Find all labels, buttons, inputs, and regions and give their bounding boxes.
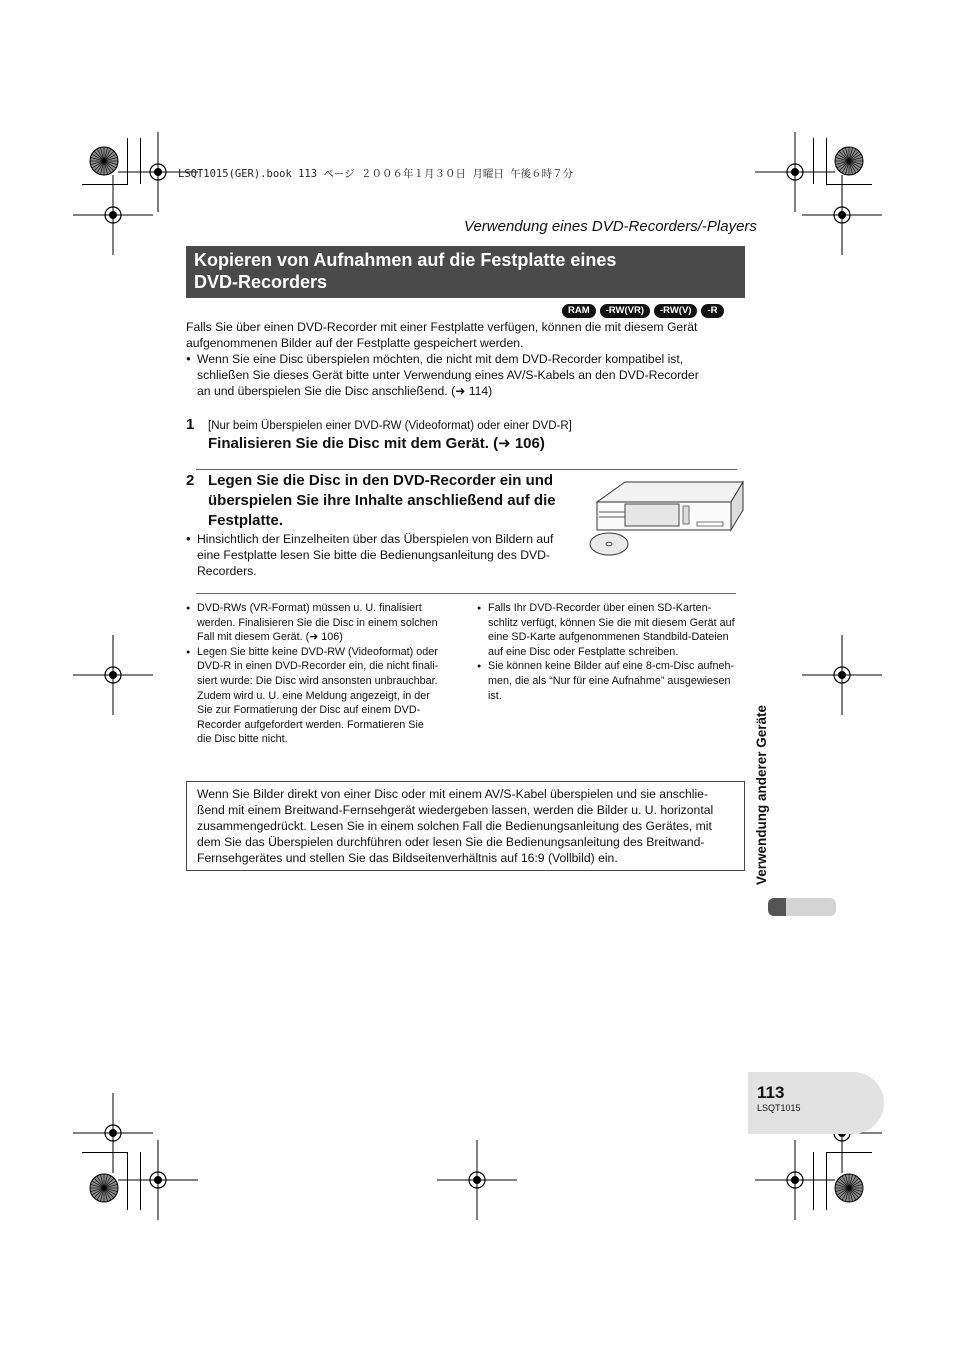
crop-line xyxy=(82,184,128,185)
registration-mark-icon xyxy=(802,635,882,715)
intro-line: Falls Sie über einen DVD-Recorder mit einer Festplatte verfügen, können die mit diesem Gerät xyxy=(186,320,698,334)
registration-mark-icon xyxy=(755,1140,835,1220)
step-1-heading: Finalisieren Sie die Disc mit dem Gerät. (➜ 106) xyxy=(208,435,545,452)
step-2-bullet xyxy=(186,531,597,579)
dvd-recorder-illustration xyxy=(585,476,747,560)
registration-mark-icon xyxy=(73,635,153,715)
step-1-number: 1 xyxy=(186,416,195,433)
note-line: siert wurde: Die Disc wird ansonsten unbrauchbar. xyxy=(197,674,438,687)
step-2-bullet-line: eine Festplatte lesen Sie bitte die Bedienungsanleitung des DVD- xyxy=(197,548,550,562)
note-item xyxy=(477,659,747,703)
note-line: ist. xyxy=(488,689,502,702)
divider xyxy=(196,593,736,594)
crop-line xyxy=(127,138,128,184)
note-line: die Disc bitte nicht. xyxy=(197,733,288,746)
badge-rw-v: -RW(V) xyxy=(654,304,697,318)
intro-bullet-line: schließen Sie dieses Gerät bitte unter Verwendung eines AV/S-Kabels an den DVD-Recorder xyxy=(197,368,699,382)
note-line: eine SD-Karte aufgenommenen Standbild-Dateien xyxy=(488,631,729,644)
page-number: 113 xyxy=(757,1083,785,1102)
crop-line xyxy=(826,1152,827,1210)
note-line: Sie zur Formatierung der Disc auf einem DVD- xyxy=(197,704,421,717)
step-2-bullet-line: Recorders. xyxy=(197,564,257,578)
section-header: Verwendung eines DVD-Recorders/-Players xyxy=(464,218,757,235)
intro-line: aufgenommenen Bilder auf der Festplatte gespeichert werden. xyxy=(186,336,524,350)
intro-bullet-line: an und überspielen Sie die Disc anschließend. (➜ 114) xyxy=(197,384,493,398)
crop-line xyxy=(140,1152,141,1210)
registration-mark-icon xyxy=(437,1140,517,1220)
intro-bullet-line: ● Wenn Sie eine Disc überspielen möchten, die nicht mit dem DVD-Recorder kompatibel ist, xyxy=(197,352,684,366)
badge-r: -R xyxy=(701,304,723,318)
note-line: DVD-R in einen DVD-Recorder ein, die nicht finali- xyxy=(197,660,439,673)
note-item xyxy=(186,645,461,747)
page-title xyxy=(186,246,745,298)
note-box-line: Wenn Sie Bilder direkt von einer Disc oder mit einem AV/S-Kabel überspielen und sie anschlie- xyxy=(197,787,709,801)
note-line: ● Falls Ihr DVD-Recorder über einen SD-Karten- xyxy=(488,602,712,614)
registration-mark-icon xyxy=(118,1140,198,1220)
note-box-line: zusammengedrückt. Lesen Sie in einem solchen Fall die Bedienungsanleitung des Gerätes, mit xyxy=(197,819,712,833)
disc-type-badges xyxy=(562,304,724,318)
note-line: men, die als “Nur für eine Aufnahme” ausgewiesen xyxy=(488,674,731,687)
step-2-heading-line: Festplatte. xyxy=(208,512,284,529)
note-line: ● Sie können keine Bilder auf eine 8-cm-Disc aufneh- xyxy=(488,660,735,673)
print-info-line: LSQT1015(GER).book 113 ページ ２００６年１月３０日 月曜日 午後６時７分 xyxy=(178,168,574,180)
page-title-line2: DVD-Recorders xyxy=(194,272,328,292)
crop-line xyxy=(140,138,141,184)
crop-line xyxy=(813,138,814,184)
color-target-icon xyxy=(833,145,865,177)
color-target-icon xyxy=(88,145,120,177)
note-item xyxy=(477,601,747,659)
step-2-number: 2 xyxy=(186,472,195,489)
note-line: Recorder aufgefordert werden. Formatieren Sie xyxy=(197,718,424,731)
step-2-heading-line: überspielen Sie ihre Inhalte anschließend auf die xyxy=(208,492,556,509)
crop-line xyxy=(813,1152,814,1210)
color-target-icon xyxy=(88,1172,120,1204)
crop-line xyxy=(82,1152,128,1153)
side-section-bar-marker xyxy=(768,898,786,916)
note-line: Fall mit diesem Gerät. (➜ 106) xyxy=(197,631,343,644)
crop-line xyxy=(826,184,872,185)
intro-bullet xyxy=(186,351,746,399)
badge-rw-vr: -RW(VR) xyxy=(600,304,650,318)
notes-right-column xyxy=(477,601,747,703)
registration-mark-icon xyxy=(73,175,153,255)
step-2-bullet-line: ● Hinsichtlich der Einzelheiten über das Überspielen von Bildern auf xyxy=(197,532,554,546)
note-item xyxy=(186,601,461,645)
note-line: werden. Finalisieren Sie die Disc in einem solchen xyxy=(197,616,438,629)
step-2-heading-line: Legen Sie die Disc in den DVD-Recorder ein und xyxy=(208,472,554,489)
note-line: ● DVD-RWs (VR-Format) müssen u. U. finalisiert xyxy=(197,602,422,614)
page-code: LSQT1015 xyxy=(757,1103,801,1113)
note-line: auf eine Disc oder Festplatte schreiben. xyxy=(488,645,679,658)
note-box-line: ßend mit einem Breitwand-Fernsehgerät wiedergeben lassen, werden die Bilder u. U. horizontal xyxy=(197,803,714,817)
note-line: ● Legen Sie bitte keine DVD-RW (Videoformat) oder xyxy=(197,645,438,658)
note-box-line: dem Sie das Überspielen durchführen oder lesen Sie die Bedienungsanleitung des Breitwand- xyxy=(197,835,705,849)
intro-paragraph xyxy=(186,319,746,399)
side-section-label: Verwendung anderer Geräte xyxy=(754,704,769,885)
crop-line xyxy=(826,138,827,184)
badge-ram: RAM xyxy=(562,304,596,318)
crop-line xyxy=(127,1152,128,1210)
registration-mark-icon xyxy=(802,175,882,255)
step-2-heading xyxy=(208,471,556,531)
widescreen-note-box xyxy=(186,781,745,871)
note-line: Zudem wird u. U. eine Meldung angezeigt, in der xyxy=(197,689,430,702)
note-line: schlitz verfügt, können Sie die mit diesem Gerät auf xyxy=(488,616,735,629)
color-target-icon xyxy=(833,1172,865,1204)
page-title-line1: Kopieren von Aufnahmen auf die Festplatte eines xyxy=(194,250,617,270)
step-1-note: [Nur beim Überspielen einer DVD-RW (Videoformat) oder einer DVD-R] xyxy=(208,420,572,432)
note-box-line: Fernsehgerätes und stellen Sie das Bildseitenverhältnis auf 16:9 (Vollbild) ein. xyxy=(197,851,618,865)
notes-left-column xyxy=(186,601,461,747)
crop-line xyxy=(826,1152,872,1153)
divider xyxy=(196,469,737,470)
